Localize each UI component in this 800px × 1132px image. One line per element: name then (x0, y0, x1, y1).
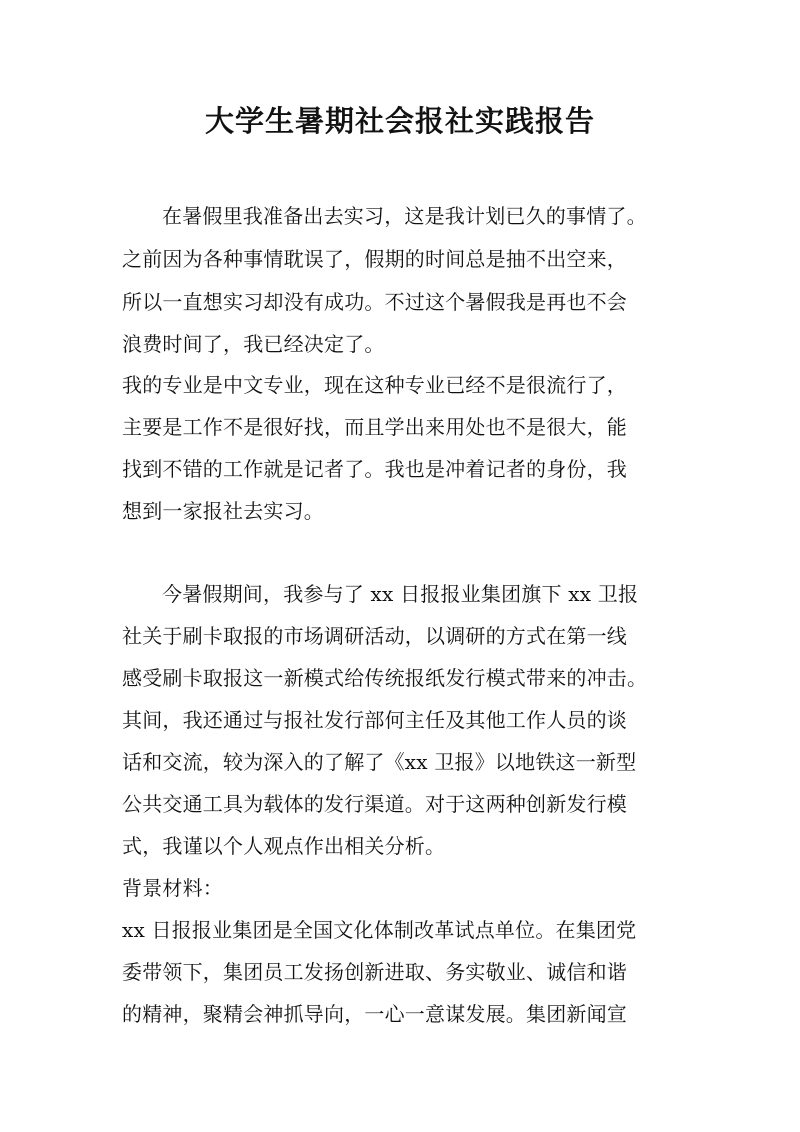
section-heading: 背景材料： (122, 876, 223, 900)
paragraph-line: 公共交通工具为载体的发行渠道。对于这两种创新发行模 (122, 792, 627, 816)
paragraph-line: 想到一家报社去实习。 (122, 499, 324, 523)
paragraph-line: 其间，我还通过与报社发行部何主任及其他工作人员的谈 (122, 708, 627, 732)
paragraph-line: 在暑假里我准备出去实习，这是我计划已久的事情了。 (162, 204, 647, 228)
paragraph-line: 感受刷卡取报这一新模式给传统报纸发行模式带来的冲击。 (122, 666, 648, 690)
paragraph-line: 社关于刷卡取报的市场调研活动，以调研的方式在第一线 (122, 624, 627, 648)
paragraph-line: 话和交流，较为深入的了解了《xx 卫报》以地铁这一新型 (122, 750, 637, 774)
paragraph-line: 浪费时间了，我已经决定了。 (122, 332, 385, 356)
paragraph-line: 主要是工作不是很好找，而且学出来用处也不是很大，能 (122, 415, 627, 439)
paragraph-line: 的精神，聚精会神抓导向，一心一意谋发展。集团新闻宣 (122, 1002, 627, 1026)
paragraph-line: 今暑假期间，我参与了 xx 日报报业集团旗下 xx 卫报 (162, 582, 639, 606)
paragraph-line: 式，我谨以个人观点作出相关分析。 (122, 834, 446, 858)
paragraph-line: 找到不错的工作就是记者了。我也是冲着记者的身份，我 (122, 457, 627, 481)
document-title: 大学生暑期社会报社实践报告 (204, 104, 595, 138)
paragraph-line: 所以一直想实习却没有成功。不过这个暑假我是再也不会 (122, 290, 627, 314)
paragraph-line: 之前因为各种事情耽误了，假期的时间总是抽不出空来， (122, 247, 627, 271)
paragraph-line: 委带领下，集团员工发扬创新进取、务实敬业、诚信和谐 (122, 960, 627, 984)
paragraph-line: 我的专业是中文专业，现在这种专业已经不是很流行了， (122, 373, 627, 397)
paragraph-line: xx 日报报业集团是全国文化体制改革试点单位。在集团党 (122, 918, 637, 942)
